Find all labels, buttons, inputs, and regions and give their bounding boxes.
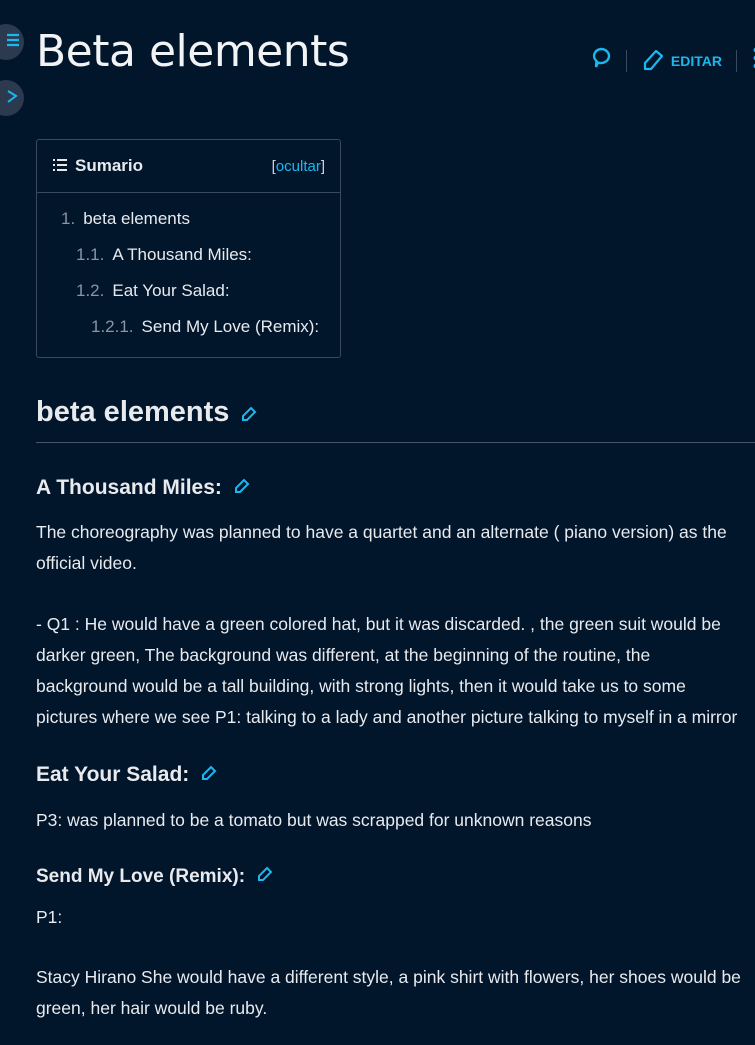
paragraph: Stacy Hirano She would have a different style, a pink shirt with flowers, her shoes would be — [36, 967, 741, 987]
heading-text: Send My Love (Remix): — [36, 866, 246, 888]
toc-title: Sumario — [75, 156, 144, 175]
edit-section-icon[interactable] — [201, 763, 217, 787]
menu-button[interactable] — [0, 24, 24, 60]
heading-text: beta elements — [36, 396, 230, 428]
subsection-heading — [36, 763, 217, 787]
page-actions — [590, 46, 755, 75]
toc-num: 1.1. — [76, 245, 105, 264]
toc-num: 1.2. — [76, 281, 105, 300]
pencil-icon — [6, 88, 20, 109]
subsection-heading — [36, 866, 273, 888]
subsection-heading — [36, 476, 250, 500]
page-title: Beta elements — [36, 26, 350, 77]
edit-side-button[interactable] — [0, 80, 24, 116]
heading-divider — [36, 442, 755, 443]
heading-text: A Thousand Miles: — [36, 476, 222, 499]
toc-label: Eat Your Salad: — [112, 281, 230, 300]
bracket: [ — [271, 157, 276, 175]
toc-label: Send My Love (Remix): — [141, 317, 320, 336]
divider — [626, 50, 627, 72]
bracket: ] — [320, 157, 325, 175]
toc-num: 1.2.1. — [91, 317, 134, 336]
heading-text: Eat Your Salad: — [36, 763, 190, 786]
toc-toggle[interactable] — [272, 158, 325, 175]
discussion-icon[interactable] — [590, 46, 612, 75]
paragraph: The choreography was planned to have a quartet and an alternate ( piano version) as the — [36, 522, 727, 542]
toc-num: 1. — [61, 209, 76, 228]
toc-item[interactable] — [37, 281, 340, 317]
section-heading — [36, 396, 257, 430]
paragraph: - Q1 : He would have a green colored hat, but it was discarded. , the green suit would be — [36, 614, 721, 634]
paragraph: darker green, The background was different, at the beginning of the routine, the — [36, 645, 651, 665]
menu-icon — [6, 33, 20, 52]
edit-section-icon[interactable] — [257, 866, 273, 888]
edit-button[interactable] — [641, 47, 722, 74]
toc-hide-link[interactable]: ocultar — [275, 157, 321, 175]
paragraph: green, her hair would be ruby. — [36, 998, 268, 1018]
divider — [736, 50, 737, 72]
toc-label: A Thousand Miles: — [112, 245, 252, 264]
paragraph: pictures where we see P1: talking to a lady and another picture talking to myself in a mirror — [36, 707, 738, 727]
paragraph: P3: was planned to be a tomato but was scrapped for unknown reasons — [36, 810, 592, 830]
more-options-icon[interactable] — [751, 46, 755, 75]
toc-item[interactable] — [37, 317, 340, 353]
edit-section-icon[interactable] — [241, 397, 257, 430]
toc-item[interactable] — [37, 245, 340, 281]
paragraph: P1: — [36, 907, 63, 927]
pencil-icon — [641, 47, 665, 74]
toc-label: beta elements — [83, 209, 190, 228]
paragraph: official video. — [36, 553, 137, 573]
edit-label: EDITAR — [670, 52, 722, 69]
list-icon — [53, 156, 67, 176]
toc-item[interactable] — [37, 209, 340, 245]
table-of-contents — [36, 139, 341, 358]
paragraph: background would be a tall building, with strong lights, then it would take us to some — [36, 676, 686, 696]
edit-section-icon[interactable] — [234, 476, 250, 500]
